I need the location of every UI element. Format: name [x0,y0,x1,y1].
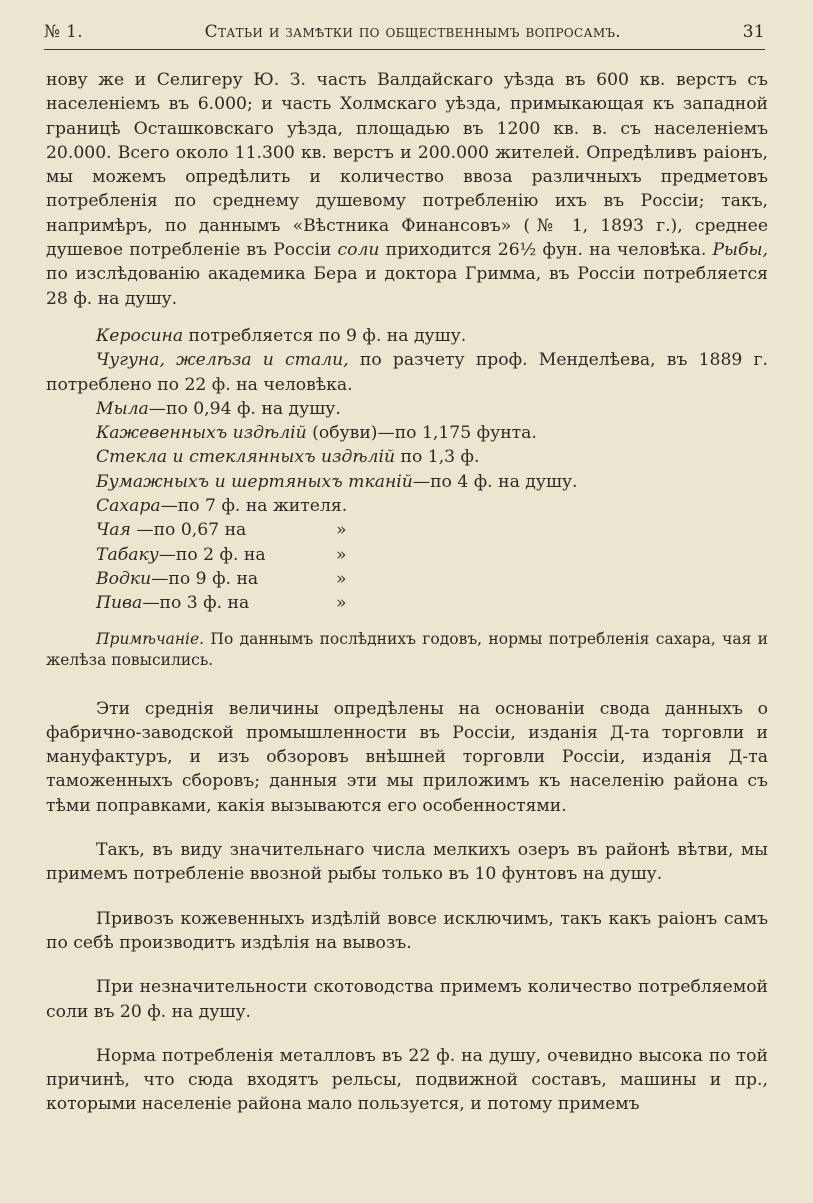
list-item: Мыла—по 0,94 ф. на душу. [96,398,341,419]
ditto-mark: » [336,568,347,589]
tabular-row: Табаку—по 2 ф. на » [46,543,768,567]
header-rule [44,49,765,50]
running-header [44,22,765,48]
list-item: Бумажныхъ и шертяныхъ тканій—по 4 ф. на душу. [96,471,578,492]
running-title: Статьи и замѣтки по общественнымъ вопросамъ. [204,22,622,42]
ditto-mark: » [336,544,347,565]
paragraph-6: Норма потребленія металловъ въ 22 ф. на душу, очевидно высока по той причинѣ, что сюда входятъ рельсы, подвижной составъ, машины и пр., которыми населеніе района мало пользуется, и потому примемъ [46,1045,768,1115]
issue-number: № 1. [44,22,83,42]
list-item: Кажевенныхъ издѣлій (обуви)—по 1,175 фунта. [96,423,537,444]
list-item: Керосина потребляется по 9 ф. на душу. [96,325,467,346]
list-item: Стекла и стеклянныхъ издѣлій по 1,3 ф. [96,447,480,468]
list-item: Сахара—по 7 ф. на жителя. [96,496,348,517]
page-body [46,68,768,1117]
ditto-mark: » [336,520,347,541]
paragraph-2: Эти среднія величины опредѣлены на основаніи свода данныхъ о фабрично-заводской промышленности въ Россіи, изданія Д-та торговли и мануфактуръ, и изъ обзоровъ внѣшней торговли Россіи, изданія Д-та таможенныхъ сборовъ; данныя эти мы приложимъ къ населенію района съ тѣми поправками, какія вызываются его особенностями. [46,698,768,816]
paragraph-1: нову же и Селигеру Ю. З. часть Валдайскаго уѣзда въ 600 кв. верстъ съ населеніемъ въ 6.000; и часть Холмскаго уѣзда, примыкающая къ западной границѣ Осташковскаго уѣзда, площадью въ 1200 кв. в. съ населеніемъ 20.000. Всего около 11.300 кв. верстъ и 200.000 жителей. Опредѣливъ раіонъ, мы можемъ опредѣлить и количество ввоза различныхъ предметовъ потребленія по среднему душевому потребленію ихъ въ Россіи; такъ, напримѣръ, по даннымъ «Вѣстника Финансовъ» (№ 1, 1893 г.), среднее душевое потребленіе въ Россіи соли приходится 26½ фун. на человѣка. Рыбы, по изслѣдованію академика Бера и доктора Гримма, въ Россіи потребляется 28 ф. на душу. [46,70,768,309]
ditto-mark: » [336,593,347,614]
paragraph-3: Такъ, въ виду значительнаго числа мелкихъ озеръ въ районѣ вѣтви, мы примемъ потребленіе ввозной рыбы только въ 10 фунтовъ на душу. [46,840,768,885]
tabular-row: Чая —по 0,67 на » [46,518,768,542]
footnote: Примѣчаніе. По даннымъ послѣднихъ годовъ, нормы потребленія сахара, чая и желѣза повысились. [46,629,768,669]
consumption-list [46,324,768,616]
paragraph-5: При незначительности скотоводства примемъ количество потребляемой соли въ 20 ф. на душу. [46,977,768,1022]
paragraph-4: Привозъ кожевенныхъ издѣлій вовсе исключимъ, такъ какъ раіонъ самъ по себѣ производитъ издѣлія на вывозъ. [46,908,768,953]
page-number: 31 [742,22,765,42]
tabular-row: Водки—по 9 ф. на » [46,567,768,591]
tabular-row: Пива—по 3 ф. на » [46,591,768,615]
list-item: Чугуна, желѣза и стали, по разчету проф. Менделѣева, въ 1889 г. потреблено по 22 ф. на человѣка. [46,350,768,395]
